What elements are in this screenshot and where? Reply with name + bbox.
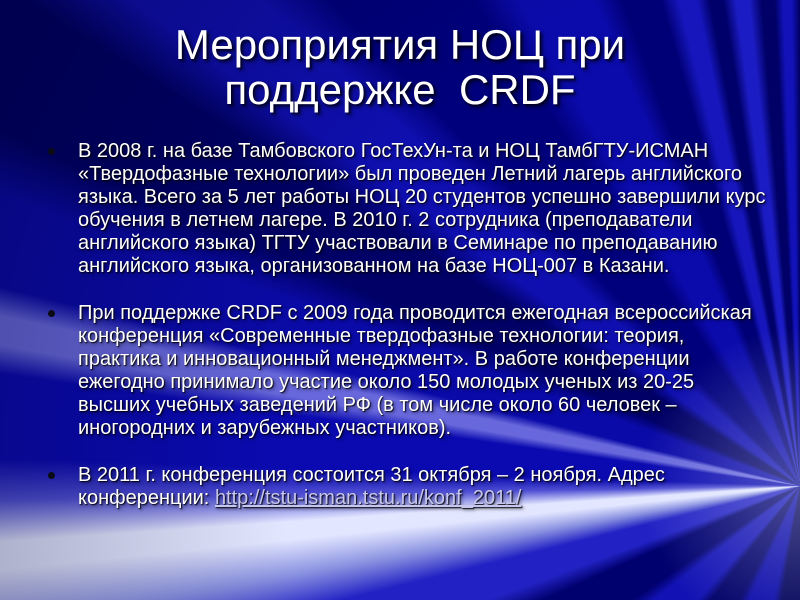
bullet-icon: [48, 472, 55, 479]
bullet-item-3: [36, 464, 766, 510]
bullet-item-1: [36, 140, 766, 278]
bullet-text-3-prefix: В 2011 г. конференция состоится 31 октября – 2 ноября. Адрес конференции:: [78, 464, 665, 509]
slide-title: [0, 22, 800, 112]
bullet-icon: [48, 148, 55, 155]
conference-link[interactable]: http://tstu-isman.tstu.ru/konf_2011/: [214, 487, 522, 509]
bullet-text-3: [78, 464, 766, 510]
bullet-text-2: При поддержке CRDF с 2009 года проводится ежегодная всероссийская конференция «Современные твердофазные технологии: теория, практика и инновационный менеджмент». В работе конференции ежегодно принимало участие около 150 молодых ученых из 20-25 высших учебных заведений РФ (в том числе около 60 человек – иногородних и зарубежных участников).: [78, 302, 752, 439]
slide-body: [36, 140, 766, 510]
bullet-item-2: [36, 302, 766, 440]
bullet-text-1: В 2008 г. на базе Тамбовского ГосТехУн-та и НОЦ ТамбГТУ-ИСМАН «Твердофазные технологии» был проведен Летний лагерь английского языка. Всего за 5 лет работы НОЦ 20 студентов успешно завершили курс обучения в летнем лагере. В 2010 г. 2 сотрудника (преподаватели английского языка) ТГТУ участвовали в Семинаре по преподаванию английского языка, организованном на базе НОЦ-007 в Казани.: [78, 140, 766, 277]
bullet-icon: [48, 310, 55, 317]
slide-title-line-2: поддержке CRDF: [224, 66, 576, 113]
slide-title-line-1: Мероприятия НОЦ при: [174, 21, 626, 68]
